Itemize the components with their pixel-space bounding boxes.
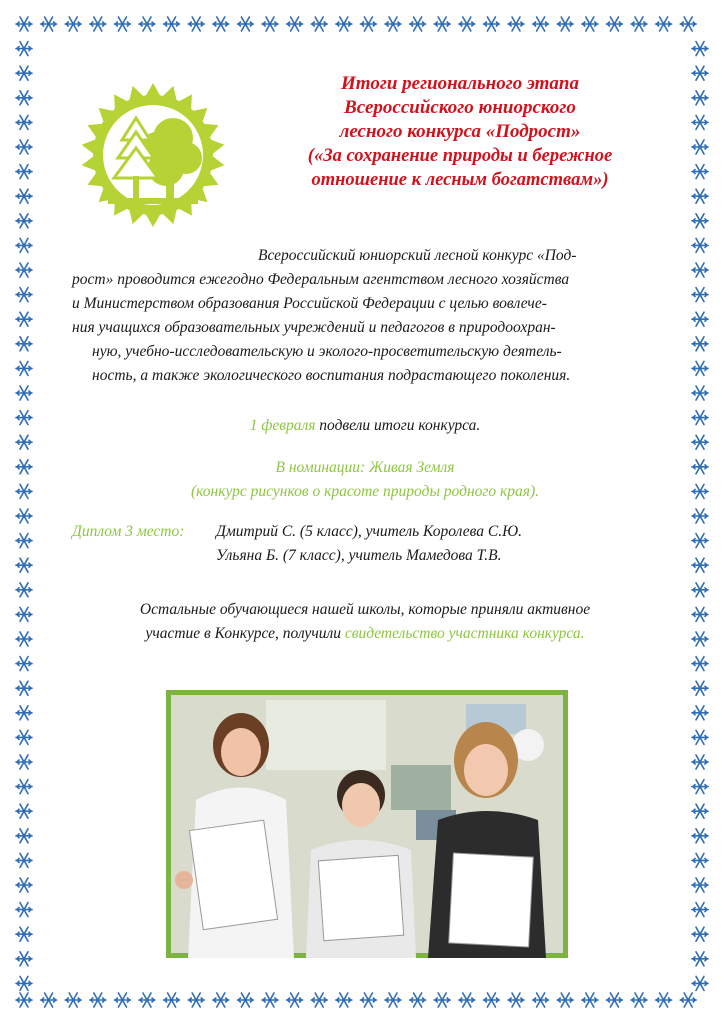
snowflake-icon bbox=[582, 17, 598, 31]
snowflake-icon bbox=[16, 829, 32, 843]
snowflake-icon bbox=[16, 804, 32, 818]
snowflake-icon bbox=[692, 238, 708, 252]
snowflake-icon bbox=[16, 337, 32, 351]
snowflake-icon bbox=[692, 140, 708, 154]
snowflake-icon bbox=[16, 189, 32, 203]
snowflake-icon bbox=[287, 17, 303, 31]
snowflake-icon bbox=[692, 214, 708, 228]
title-line: отношение к лесным богатствам») bbox=[311, 170, 609, 190]
snowflake-icon bbox=[692, 952, 708, 966]
snowflake-icon bbox=[16, 115, 32, 129]
snowflake-icon bbox=[164, 17, 180, 31]
snowflake-icon bbox=[692, 804, 708, 818]
snowflake-icon bbox=[16, 853, 32, 867]
title-line: лесного конкурса «Подрост» bbox=[339, 121, 581, 142]
snowflake-icon bbox=[139, 993, 155, 1007]
snowflake-icon bbox=[16, 411, 32, 425]
snowflake-icon bbox=[16, 903, 32, 917]
snowflake-icon bbox=[606, 993, 622, 1007]
snowflake-icon bbox=[139, 17, 155, 31]
snowflake-icon bbox=[41, 993, 57, 1007]
snowflake-icon bbox=[16, 993, 32, 1007]
snowflake-icon bbox=[533, 17, 549, 31]
snowflake-icon bbox=[16, 952, 32, 966]
snowflake-icon bbox=[692, 263, 708, 277]
snowflake-icon bbox=[692, 878, 708, 892]
diploma-block bbox=[72, 520, 658, 568]
snowflake-icon bbox=[680, 17, 696, 31]
snowflake-icon bbox=[16, 214, 32, 228]
intro-paragraph bbox=[72, 244, 658, 388]
snowflake-icon bbox=[680, 993, 696, 1007]
snowflake-icon bbox=[311, 993, 327, 1007]
snowflake-icon bbox=[16, 140, 32, 154]
title-line: Всероссийского юниорского bbox=[344, 97, 576, 118]
snowflake-icon bbox=[385, 17, 401, 31]
snowflake-icon bbox=[692, 91, 708, 105]
snowflake-icon bbox=[114, 993, 130, 1007]
snowflake-icon bbox=[692, 903, 708, 917]
snowflake-icon bbox=[582, 993, 598, 1007]
results-date: 1 февраля bbox=[249, 417, 316, 434]
title-line: («За сохранение природы и бережное bbox=[307, 146, 613, 166]
snowflake-icon bbox=[631, 993, 647, 1007]
snowflake-icon bbox=[692, 976, 708, 990]
intro-line: ную, учебно-исследовательскую и эколого-просветительскую деятель- bbox=[92, 343, 562, 360]
page-title bbox=[240, 72, 680, 192]
snowflake-icon bbox=[16, 509, 32, 523]
closing-paragraph bbox=[72, 598, 658, 646]
snowflake-icon bbox=[692, 411, 708, 425]
snowflake-icon bbox=[237, 17, 253, 31]
snowflake-icon bbox=[65, 993, 81, 1007]
snowflake-icon bbox=[16, 263, 32, 277]
snowflake-icon bbox=[410, 993, 426, 1007]
snowflake-icon bbox=[16, 927, 32, 941]
snowflake-icon bbox=[692, 730, 708, 744]
snowflake-icon bbox=[656, 17, 672, 31]
snowflake-icon bbox=[692, 632, 708, 646]
closing-line: участие в Конкурсе, получили bbox=[145, 625, 345, 642]
snowflake-icon bbox=[16, 976, 32, 990]
snowflake-icon bbox=[16, 238, 32, 252]
snowflake-icon bbox=[16, 632, 32, 646]
snowflake-icon bbox=[692, 706, 708, 720]
snowflake-icon bbox=[692, 66, 708, 80]
snowflake-icon bbox=[434, 993, 450, 1007]
snowflake-icon bbox=[16, 730, 32, 744]
snowflake-icon bbox=[360, 17, 376, 31]
snowflake-icon bbox=[434, 17, 450, 31]
snowflake-icon bbox=[16, 361, 32, 375]
snowflake-icon bbox=[692, 558, 708, 572]
snowflake-icon bbox=[692, 484, 708, 498]
snowflake-icon bbox=[164, 993, 180, 1007]
snowflake-icon bbox=[557, 993, 573, 1007]
title-line: Итоги регионального этапа bbox=[341, 73, 579, 94]
snowflake-icon bbox=[692, 115, 708, 129]
snowflake-icon bbox=[692, 288, 708, 302]
snowflake-icon bbox=[692, 509, 708, 523]
snowflake-icon bbox=[16, 780, 32, 794]
snowflake-icon bbox=[262, 17, 278, 31]
snowflake-icon bbox=[459, 993, 475, 1007]
snowflake-icon bbox=[16, 17, 32, 31]
snowflake-icon bbox=[692, 657, 708, 671]
snowflake-icon bbox=[188, 993, 204, 1007]
snowflake-icon bbox=[65, 17, 81, 31]
snowflake-icon bbox=[213, 17, 229, 31]
snowflake-icon bbox=[692, 534, 708, 548]
snowflake-icon bbox=[287, 993, 303, 1007]
snowflake-icon bbox=[336, 993, 352, 1007]
snowflake-icon bbox=[16, 878, 32, 892]
snowflake-icon bbox=[508, 17, 524, 31]
snowflake-icon bbox=[606, 17, 622, 31]
snowflake-icon bbox=[692, 460, 708, 474]
diploma-label: Диплом 3 место: bbox=[72, 523, 185, 540]
snowflake-icon bbox=[16, 484, 32, 498]
snowflake-icon bbox=[692, 165, 708, 179]
snowflake-icon bbox=[16, 681, 32, 695]
intro-line: ность, а также экологического воспитания подрастающего поколения. bbox=[92, 367, 571, 384]
snowflake-icon bbox=[262, 993, 278, 1007]
nomination-block bbox=[72, 456, 658, 504]
snowflake-icon bbox=[16, 91, 32, 105]
snowflake-icon bbox=[336, 17, 352, 31]
snowflake-icon bbox=[483, 993, 499, 1007]
snowflake-icon bbox=[237, 993, 253, 1007]
results-line bbox=[72, 414, 658, 438]
snowflake-icon bbox=[631, 17, 647, 31]
snowflake-icon bbox=[16, 312, 32, 326]
snowflake-icon bbox=[16, 435, 32, 449]
diploma-winner: Дмитрий С. (5 класс), учитель Королева С.Ю. bbox=[216, 523, 522, 540]
snowflake-icon bbox=[16, 755, 32, 769]
snowflake-icon bbox=[360, 993, 376, 1007]
podrost-logo bbox=[78, 80, 228, 230]
snowflake-icon bbox=[16, 165, 32, 179]
snowflake-icon bbox=[16, 583, 32, 597]
snowflake-icon bbox=[114, 17, 130, 31]
snowflake-icon bbox=[16, 386, 32, 400]
snowflake-icon bbox=[16, 706, 32, 720]
snowflake-icon bbox=[692, 361, 708, 375]
snowflake-icon bbox=[213, 993, 229, 1007]
snowflake-icon bbox=[16, 66, 32, 80]
snowflake-icon bbox=[692, 312, 708, 326]
snowflake-icon bbox=[16, 460, 32, 474]
intro-line: ния учащихся образовательных учреждений и педагогов в природоохран- bbox=[72, 319, 556, 336]
snowflake-icon bbox=[692, 189, 708, 203]
snowflake-icon bbox=[90, 993, 106, 1007]
snowflake-icon bbox=[692, 607, 708, 621]
snowflake-icon bbox=[41, 17, 57, 31]
snowflake-icon bbox=[508, 993, 524, 1007]
nomination-description: (конкурс рисунков о красоте природы родного края). bbox=[190, 483, 540, 500]
snowflake-icon bbox=[16, 42, 32, 56]
certificate-text: свидетельство участника конкурса. bbox=[344, 625, 585, 642]
intro-line: Всероссийский юниорский лесной конкурс «Под- bbox=[258, 247, 577, 264]
snowflake-icon bbox=[483, 17, 499, 31]
snowflake-icon bbox=[16, 607, 32, 621]
students-photo bbox=[166, 690, 568, 958]
snowflake-icon bbox=[692, 780, 708, 794]
diploma-winner: Ульяна Б. (7 класс), учитель Мамедова Т.В. bbox=[216, 547, 502, 564]
snowflake-icon bbox=[385, 993, 401, 1007]
snowflake-icon bbox=[459, 17, 475, 31]
snowflake-icon bbox=[16, 288, 32, 302]
snowflake-icon bbox=[188, 17, 204, 31]
snowflake-icon bbox=[692, 435, 708, 449]
snowflake-icon bbox=[692, 853, 708, 867]
snowflake-icon bbox=[16, 657, 32, 671]
closing-line: Остальные обучающиеся нашей школы, которые приняли активное bbox=[139, 601, 591, 618]
snowflake-icon bbox=[16, 558, 32, 572]
snowflake-icon bbox=[692, 386, 708, 400]
snowflake-icon bbox=[410, 17, 426, 31]
snowflake-icon bbox=[692, 755, 708, 769]
snowflake-icon bbox=[311, 17, 327, 31]
snowflake-icon bbox=[692, 337, 708, 351]
snowflake-icon bbox=[557, 17, 573, 31]
intro-line: и Министерством образования Российской Федерации с целью вовлече- bbox=[72, 295, 547, 312]
snowflake-icon bbox=[692, 829, 708, 843]
intro-line: рост» проводится ежегодно Федеральным агентством лесного хозяйства bbox=[72, 271, 570, 288]
nomination-title: В номинации: Живая Земля bbox=[275, 459, 455, 476]
snowflake-icon bbox=[90, 17, 106, 31]
snowflake-icon bbox=[692, 927, 708, 941]
snowflake-icon bbox=[16, 534, 32, 548]
snowflake-icon bbox=[656, 993, 672, 1007]
snowflake-icon bbox=[692, 681, 708, 695]
snowflake-icon bbox=[692, 583, 708, 597]
snowflake-icon bbox=[692, 42, 708, 56]
snowflake-icon bbox=[533, 993, 549, 1007]
results-text: подвели итоги конкурса. bbox=[315, 417, 481, 434]
